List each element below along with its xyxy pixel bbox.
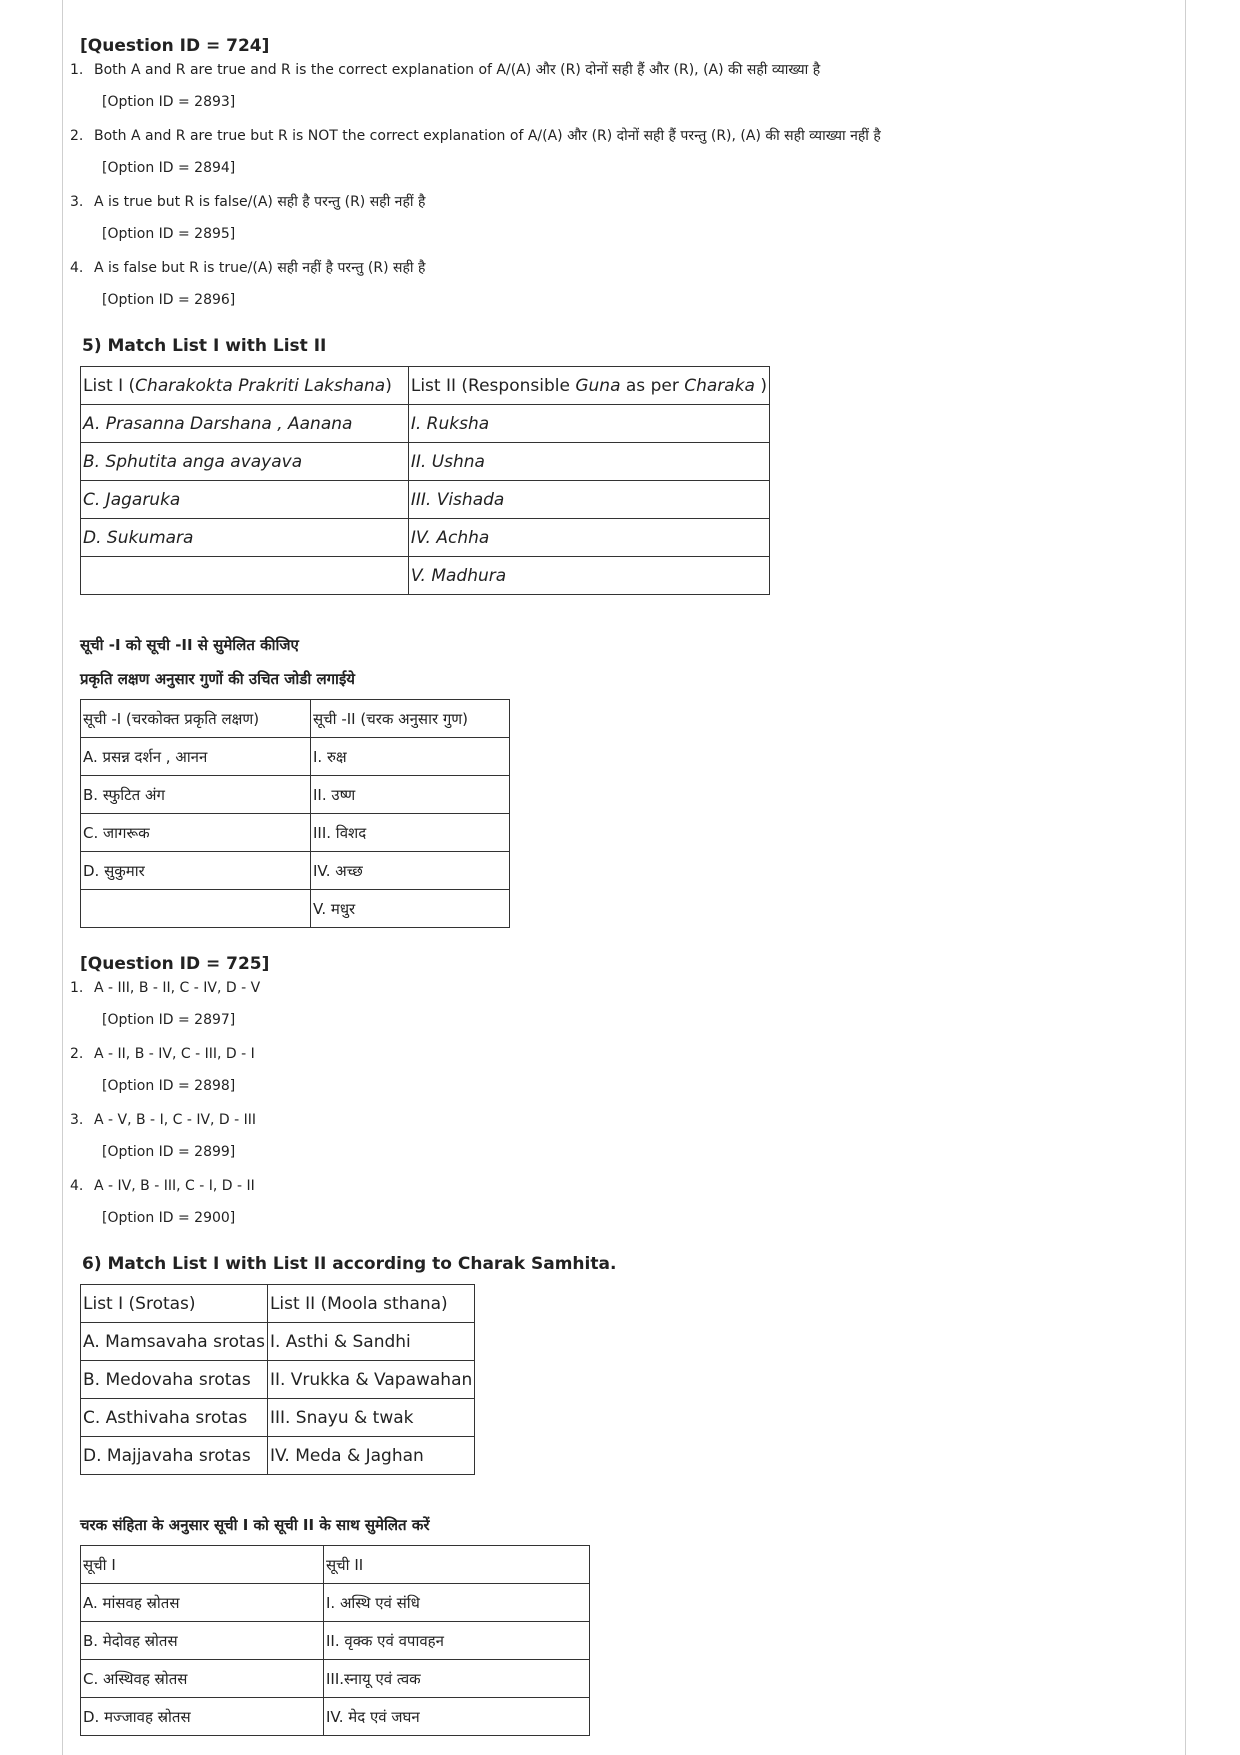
right-page-border [1185, 0, 1186, 1755]
table-cell: A. Prasanna Darshana , Aanana [81, 405, 409, 443]
option-text: A is false but R is true/(A) सही नहीं है परन्तु (R) सही है [94, 260, 426, 276]
option-item [70, 192, 1170, 244]
table-cell: C. Jagaruka [81, 481, 409, 519]
table-cell: I. Asthi & Sandhi [267, 1323, 474, 1361]
table-cell: A. Mamsavaha srotas [81, 1323, 268, 1361]
option-number: 3. [70, 1112, 84, 1128]
option-number: 3. [70, 194, 84, 210]
table-row [81, 1660, 590, 1698]
question-725-block [70, 954, 1170, 1228]
table-row [81, 557, 770, 595]
table-row [81, 1399, 475, 1437]
table-header-cell: सूची I [81, 1546, 324, 1584]
question-5-block [80, 336, 1170, 928]
question-title: 6) Match List I with List II according to Charak Samhita. [82, 1254, 617, 1274]
table-header-row [81, 700, 510, 738]
option-item [70, 60, 1170, 112]
table-cell [81, 890, 311, 928]
table-header-cell: List I (Srotas) [81, 1285, 268, 1323]
english-match-table [80, 366, 770, 595]
table-cell: D. मज्जावह स्रोतस [81, 1698, 324, 1736]
option-id: [Option ID = 2898] [102, 1078, 236, 1094]
table-header-cell: सूची II [324, 1546, 590, 1584]
table-cell: B. Medovaha srotas [81, 1361, 268, 1399]
table-row [81, 1323, 475, 1361]
table-cell: III. Vishada [408, 481, 769, 519]
table-cell: A. मांसवह स्रोतस [81, 1584, 324, 1622]
table-row [81, 1361, 475, 1399]
table-cell: V. Madhura [408, 557, 769, 595]
table-cell: IV. Meda & Jaghan [267, 1437, 474, 1475]
table-cell: III. Snayu & twak [267, 1399, 474, 1437]
table-row [81, 519, 770, 557]
table-row [81, 481, 770, 519]
left-page-border [62, 0, 63, 1755]
table-cell: III. विशद [311, 814, 510, 852]
option-text: Both A and R are true but R is NOT the correct explanation of A/(A) और (R) दोनों सही हैं परन्तु (R), (A) की सही व्याख्या नहीं है [94, 128, 881, 144]
table-cell: II. उष्ण [311, 776, 510, 814]
option-number: 4. [70, 1178, 84, 1194]
hindi-match-table [80, 1545, 590, 1736]
table-row [81, 1622, 590, 1660]
table-header-cell: List I (Charakokta Prakriti Lakshana) [81, 367, 409, 405]
table-header-cell: List II (Responsible Guna as per Charaka ) [408, 367, 769, 405]
question-id: [Question ID = 725] [80, 954, 270, 974]
document-content [70, 36, 1170, 1736]
option-text: A is true but R is false/(A) सही है परन्तु (R) सही नहीं है [94, 194, 426, 210]
table-row [81, 890, 510, 928]
option-id: [Option ID = 2896] [102, 292, 236, 308]
hindi-instruction: चरक संहिता के अनुसार सूची I को सूची II के साथ सुमेलित करें [80, 1516, 430, 1534]
table-cell: C. अस्थिवह स्रोतस [81, 1660, 324, 1698]
table-header-row [81, 367, 770, 405]
option-id: [Option ID = 2895] [102, 226, 236, 242]
table-cell: IV. Achha [408, 519, 769, 557]
question-6-block [80, 1254, 1170, 1736]
option-id: [Option ID = 2897] [102, 1012, 236, 1028]
english-match-table [80, 1284, 475, 1475]
table-cell: III.स्नायू एवं त्वक [324, 1660, 590, 1698]
option-text: Both A and R are true and R is the correct explanation of A/(A) और (R) दोनों सही हैं और (R), (A) की सही व्याख्या है [94, 62, 821, 78]
table-cell: IV. अच्छ [311, 852, 510, 890]
table-row [81, 1584, 590, 1622]
question-724-block [70, 36, 1170, 310]
table-header-row [81, 1285, 475, 1323]
option-item [70, 1176, 1170, 1228]
table-cell: B. स्फुटित अंग [81, 776, 311, 814]
table-header-cell: List II (Moola sthana) [267, 1285, 474, 1323]
table-row [81, 1698, 590, 1736]
table-cell: IV. मेद एवं जघन [324, 1698, 590, 1736]
option-number: 4. [70, 260, 84, 276]
table-cell: V. मधुर [311, 890, 510, 928]
table-row [81, 405, 770, 443]
option-number: 2. [70, 128, 84, 144]
hindi-match-table [80, 699, 510, 928]
table-cell: I. रुक्ष [311, 738, 510, 776]
table-cell: D. Sukumara [81, 519, 409, 557]
option-number: 2. [70, 1046, 84, 1062]
table-row [81, 738, 510, 776]
hindi-instruction: सूची -I को सूची -II से सुमेलित कीजिए [80, 636, 299, 654]
table-cell: B. मेदोवह स्रोतस [81, 1622, 324, 1660]
option-text: A - IV, B - III, C - I, D - II [94, 1178, 255, 1194]
option-id: [Option ID = 2900] [102, 1210, 236, 1226]
question-id: [Question ID = 724] [80, 36, 270, 56]
option-id: [Option ID = 2894] [102, 160, 236, 176]
table-cell: II. Vrukka & Vapawahan [267, 1361, 474, 1399]
table-cell: II. वृक्क एवं वपावहन [324, 1622, 590, 1660]
table-cell: A. प्रसन्न दर्शन , आनन [81, 738, 311, 776]
option-id: [Option ID = 2893] [102, 94, 236, 110]
table-row [81, 776, 510, 814]
table-header-row [81, 1546, 590, 1584]
option-item [70, 1110, 1170, 1162]
option-item [70, 1044, 1170, 1096]
hindi-instruction: प्रकृति लक्षण अनुसार गुणों की उचित जोडी लगाईये [80, 670, 356, 688]
question-title: 5) Match List I with List II [82, 336, 327, 356]
table-row [81, 814, 510, 852]
option-item [70, 258, 1170, 310]
table-cell: B. Sphutita anga avayava [81, 443, 409, 481]
table-cell: C. जागरूक [81, 814, 311, 852]
table-cell: II. Ushna [408, 443, 769, 481]
option-item [70, 978, 1170, 1030]
table-cell: D. सुकुमार [81, 852, 311, 890]
option-id: [Option ID = 2899] [102, 1144, 236, 1160]
table-row [81, 1437, 475, 1475]
option-text: A - V, B - I, C - IV, D - III [94, 1112, 257, 1128]
option-number: 1. [70, 62, 84, 78]
table-cell [81, 557, 409, 595]
table-header-cell: सूची -I (चरकोक्त प्रकृति लक्षण) [81, 700, 311, 738]
table-cell: C. Asthivaha srotas [81, 1399, 268, 1437]
option-item [70, 126, 1170, 178]
table-cell: D. Majjavaha srotas [81, 1437, 268, 1475]
table-row [81, 852, 510, 890]
table-header-cell: सूची -II (चरक अनुसार गुण) [311, 700, 510, 738]
table-row [81, 443, 770, 481]
table-cell: I. अस्थि एवं संधि [324, 1584, 590, 1622]
option-number: 1. [70, 980, 84, 996]
option-text: A - II, B - IV, C - III, D - I [94, 1046, 255, 1062]
table-cell: I. Ruksha [408, 405, 769, 443]
option-text: A - III, B - II, C - IV, D - V [94, 980, 261, 996]
